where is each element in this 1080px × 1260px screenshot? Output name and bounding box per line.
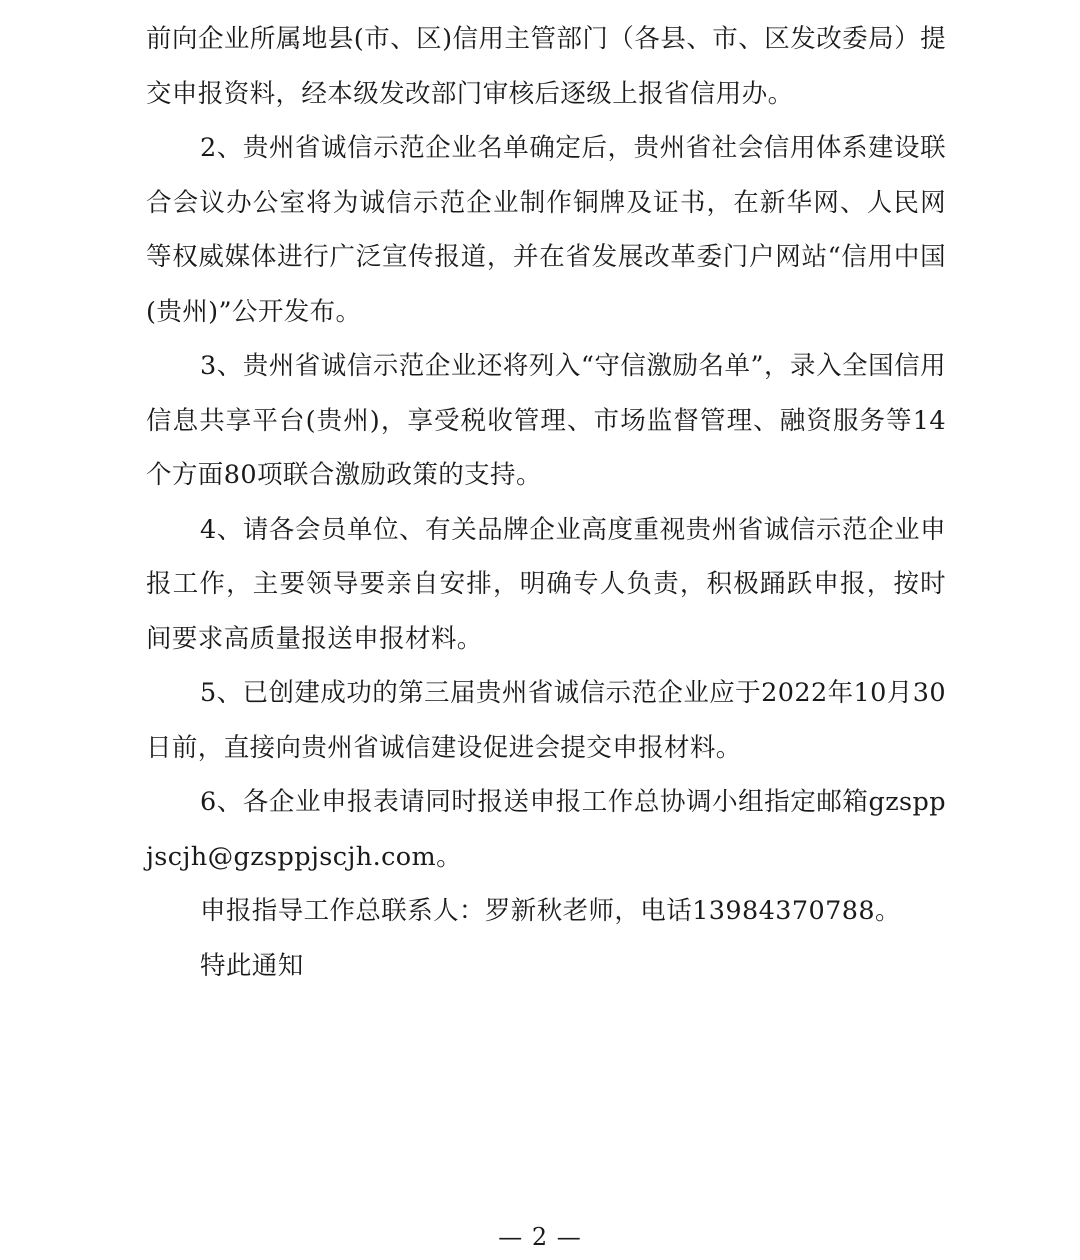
paragraph-item-3: 3、贵州省诚信示范企业还将列入“守信激励名单”，录入全国信用信息共享平台(贵州)，享受税收管理、市场监督管理、融资服务等14个方面80项联合激励政策的支持。: [146, 351, 946, 490]
paragraph-item-4: 4、请各会员单位、有关品牌企业高度重视贵州省诚信示范企业申报工作，主要领导要亲自安排，明确专人负责，积极踊跃申报，按时间要求高质量报送申报材料。: [146, 514, 946, 654]
paragraph-item-6: 6、各企业申报表请同时报送申报工作总协调小组指定邮箱gzsppjscjh@gzsppjscjh.com。: [146, 787, 946, 872]
document-body: [146, 12, 946, 993]
paragraph-item-2: 2、贵州省诚信示范企业名单确定后，贵州省社会信用体系建设联合会议办公室将为诚信示范企业制作铜牌及证书，在新华网、人民网等权威媒体进行广泛宣传报道，并在省发展改革委门户网站“信用中国(贵州)”公开发布。: [146, 133, 946, 327]
closing-line: 特此通知: [200, 950, 304, 981]
page-number: — 2 —: [498, 1223, 582, 1251]
paragraph-item-5: 5、已创建成功的第三届贵州省诚信示范企业应于2022年10月30日前，直接向贵州省诚信建设促进会提交申报材料。: [146, 678, 946, 763]
paragraph-continuation: 前向企业所属地县(市、区)信用主管部门（各县、市、区发改委局）提交申报资料，经本级发改部门审核后逐级上报省信用办。: [146, 24, 946, 109]
contact-line: 申报指导工作总联系人：罗新秋老师，电话13984370788。: [200, 896, 901, 926]
